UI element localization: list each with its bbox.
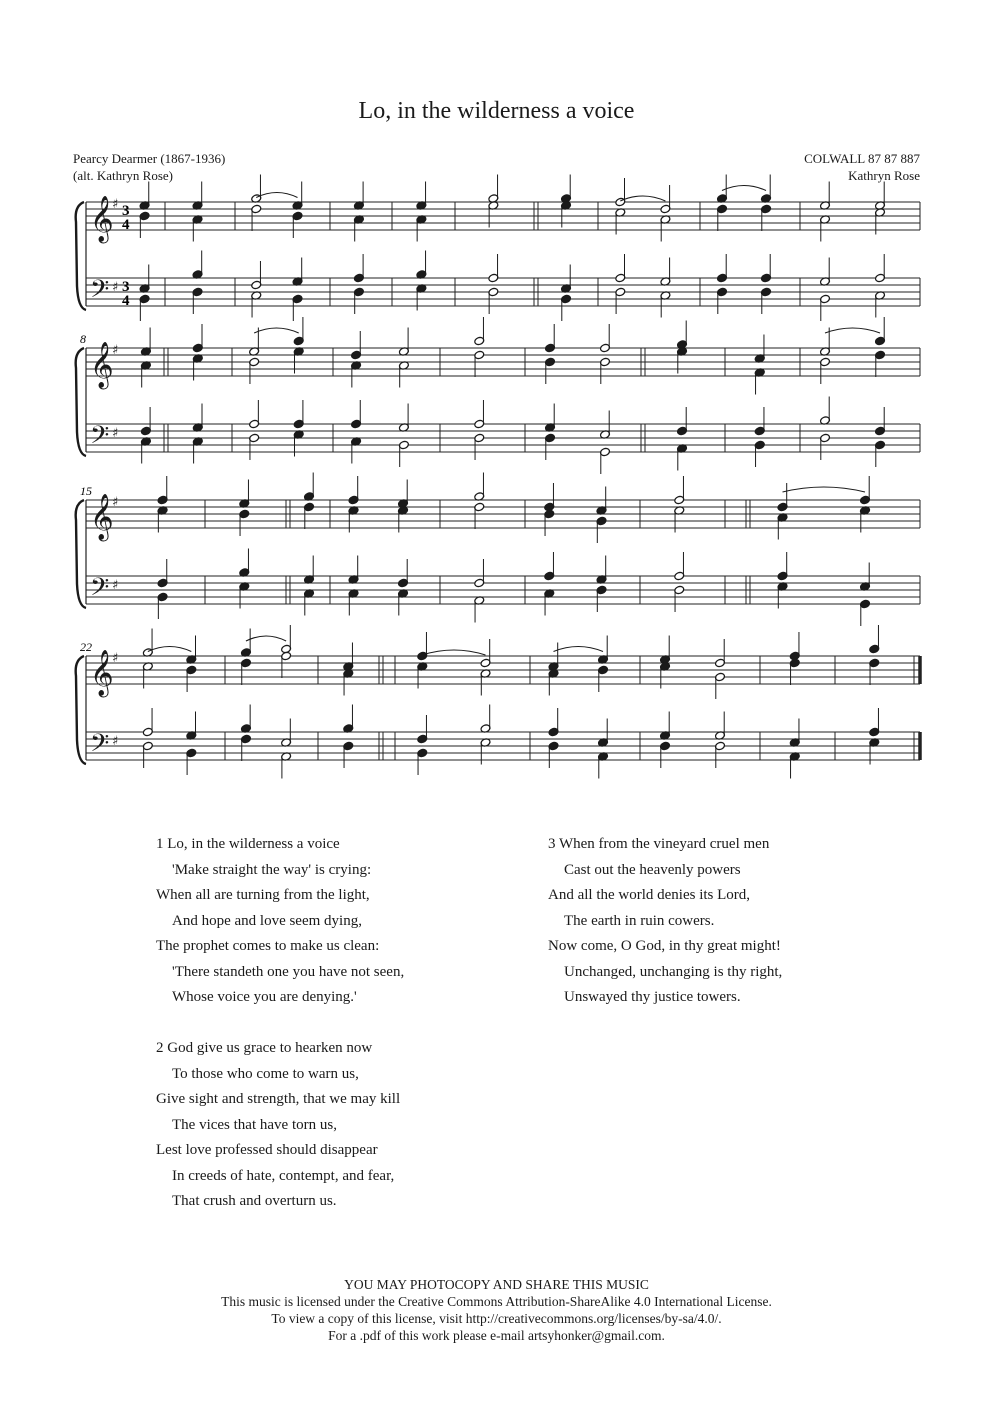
verse-line: The earth in ruin cowers. <box>564 912 715 929</box>
hymn-title: Lo, in the wilderness a voice <box>358 98 635 124</box>
verse-line: 'There standeth one you have not seen, <box>172 963 405 980</box>
bass-clef-icon: 𝄢 <box>90 573 110 608</box>
verse-line-text: When from the vineyard cruel men <box>558 836 770 852</box>
license-text: This music is licensed under the Creative Commons Attribution-ShareAlike 4.0 International License. <box>221 1294 772 1309</box>
verse-line: Lest love professed should disappear <box>156 1142 378 1158</box>
slur <box>148 647 191 652</box>
verse-line: The prophet comes to make us clean: <box>156 938 380 954</box>
measure-number: 8 <box>80 332 86 346</box>
bass-clef-icon: 𝄢 <box>90 729 110 764</box>
verse-line: Give sight and strength, that we may kill <box>156 1091 401 1107</box>
slur <box>422 650 485 655</box>
sharp-icon: ♯ <box>112 343 119 358</box>
verse-number: 1 <box>156 836 164 852</box>
tune-name-meter: COLWALL 87 87 887 <box>804 151 920 166</box>
verse-number: 2 <box>156 1040 164 1056</box>
slur <box>783 487 866 492</box>
verse-line: Unchanged, unchanging is thy right, <box>564 963 783 980</box>
author-alteration: (alt. Kathryn Rose) <box>73 168 174 183</box>
verse-line-text: Lo, in the wilderness a voice <box>167 836 340 852</box>
treble-clef-icon: 𝄞 <box>90 650 114 696</box>
slur <box>254 328 299 333</box>
sharp-icon: ♯ <box>112 578 119 593</box>
verse-line: Unswayed thy justice towers. <box>564 989 741 1005</box>
bass-time-signature-numerator: 3 <box>122 279 130 295</box>
verses-column-left <box>156 832 404 1215</box>
verse-3 <box>548 832 782 1011</box>
treble-time-signature-denominator: 4 <box>122 217 130 233</box>
sharp-icon: ♯ <box>112 197 119 212</box>
slur <box>825 328 880 333</box>
verse-line: When all are turning from the light, <box>156 887 370 903</box>
verse-line <box>156 832 404 858</box>
system-brace <box>76 202 86 310</box>
treble-time-signature-numerator: 3 <box>122 203 130 219</box>
slur <box>554 647 604 652</box>
verse-line: Whose voice you are denying.' <box>172 989 357 1005</box>
license-heading: YOU MAY PHOTOCOPY AND SHARE THIS MUSIC <box>344 1277 649 1292</box>
verse-2 <box>156 1036 404 1215</box>
bass-time-signature-denominator: 4 <box>122 293 130 309</box>
verse-line: Now come, O God, in thy great might! <box>548 938 781 954</box>
slur <box>246 636 286 641</box>
measure-number: 15 <box>80 484 92 498</box>
sharp-icon: ♯ <box>112 651 119 666</box>
sharp-icon: ♯ <box>112 280 119 295</box>
verse-1 <box>156 832 404 1011</box>
verse-line: That crush and overturn us. <box>172 1193 337 1209</box>
verse-line: And hope and love seem dying, <box>172 912 362 929</box>
verse-line: In creeds of hate, contempt, and fear, <box>172 1167 395 1184</box>
verse-gap <box>156 1011 404 1037</box>
treble-clef-icon: 𝄞 <box>90 342 114 388</box>
verse-line: 'Make straight the way' is crying: <box>172 861 372 878</box>
treble-clef-icon: 𝄞 <box>90 494 114 540</box>
system-brace <box>76 348 86 456</box>
slur <box>256 193 297 198</box>
verses-column-right <box>548 832 782 1011</box>
verse-line <box>548 832 782 858</box>
author-name: Pearcy Dearmer (1867-1936) <box>73 151 226 166</box>
system-brace <box>76 500 86 608</box>
license-footer <box>0 1276 993 1344</box>
verse-line <box>156 1036 404 1062</box>
measure-number: 22 <box>80 640 92 654</box>
sharp-icon: ♯ <box>112 495 119 510</box>
verse-line: Cast out the heavenly powers <box>564 861 741 878</box>
verse-line: And all the world denies its Lord, <box>548 887 751 903</box>
slur <box>722 186 766 191</box>
sharp-icon: ♯ <box>112 734 119 749</box>
system-brace <box>76 656 86 764</box>
sharp-icon: ♯ <box>112 426 119 441</box>
slur <box>620 196 665 201</box>
treble-clef-icon: 𝄞 <box>90 196 114 242</box>
verse-line: To those who come to warn us, <box>172 1065 359 1082</box>
bass-clef-icon: 𝄢 <box>90 421 110 456</box>
bass-clef-icon: 𝄢 <box>90 275 110 310</box>
tune-composer: Kathryn Rose <box>848 168 920 183</box>
verse-number: 3 <box>548 836 556 852</box>
verse-line: The vices that have torn us, <box>172 1116 337 1133</box>
verse-line-text: God give us grace to hearken now <box>167 1040 373 1056</box>
contact-line[interactable]: For a .pdf of this work please e-mail artsyhonker@gmail.com. <box>328 1328 665 1343</box>
license-link[interactable]: To view a copy of this license, visit http://creativecommons.org/licenses/by-sa/4.0/. <box>271 1311 722 1326</box>
